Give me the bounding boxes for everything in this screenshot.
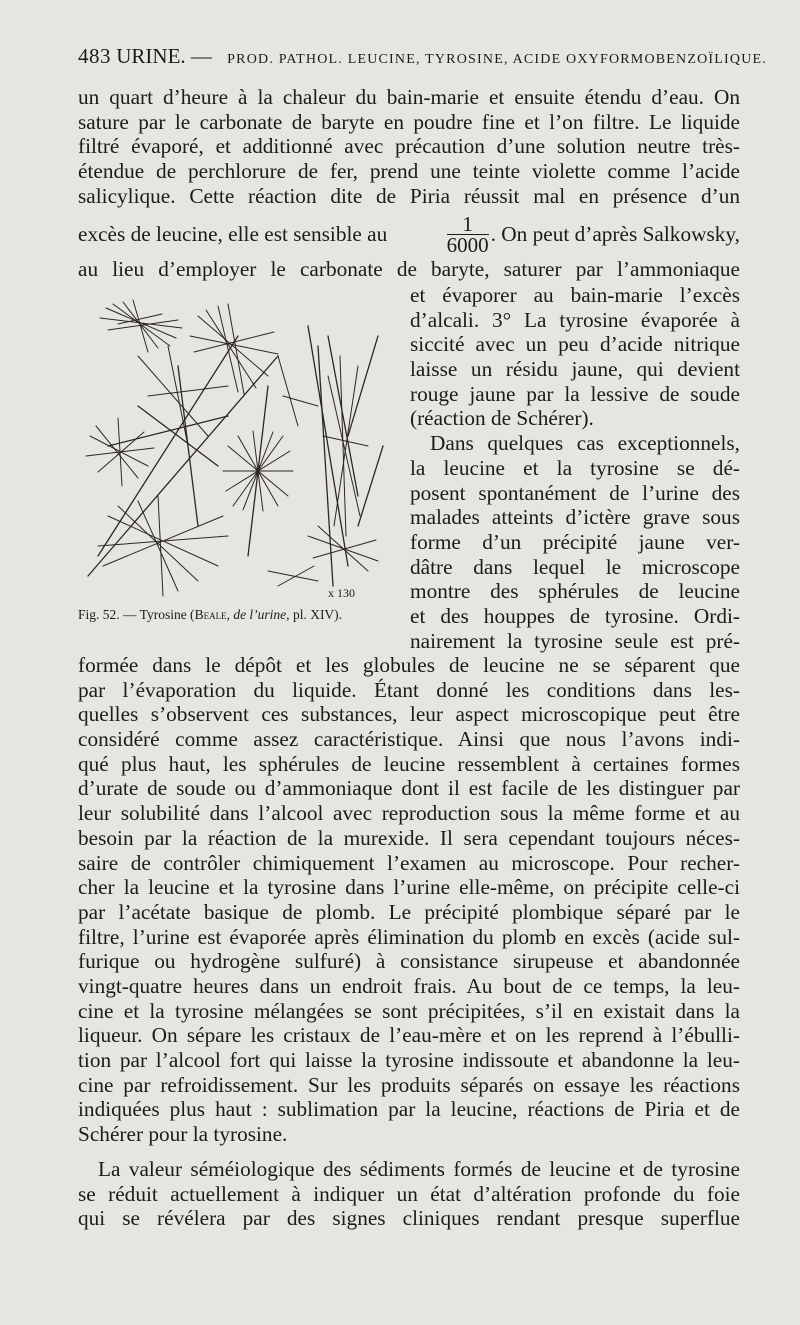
text-line: furique ou hydrogène sulfuré) à consistance sirupeuse et abandonnée — [78, 949, 740, 974]
crystal-sheaf — [323, 356, 368, 536]
text-line: tion par l’alcool fort qui laisse la tyrosine indissoute et abandonne la leu- — [78, 1048, 740, 1072]
text-line: rouge jaune par la lessive de soude — [410, 381, 740, 406]
text-line: au lieu d’employer le carbonate de baryte, saturer par l’ammoniaque — [78, 257, 740, 281]
crystal-starburst — [223, 431, 293, 511]
crystal-sheaf — [86, 418, 154, 486]
text-line: leur solubilité dans l’alcool avec reproduction sous la même forme et au — [78, 801, 740, 826]
text-line: cher la leucine et la tyrosine dans l’urine elle-même, on précipite celle-ci — [78, 875, 740, 900]
tyrosine-crystals-illustration — [78, 296, 400, 602]
text-line: Schérer pour la tyrosine. — [78, 1122, 288, 1147]
text-line: laisse un résidu jaune, qui devient — [410, 357, 740, 382]
text-line: besoin par la réaction de la murexide. Il sera cependant toujours néces- — [78, 825, 740, 850]
text-line: montre des sphérules de leucine — [410, 579, 740, 604]
text-line: liqueur. On sépare les cristaux de l’eau-mère et on les reprend à l’ébulli- — [78, 1023, 740, 1048]
text-line: filtre, l’urine est évaporée après élimination du plomb en excès (acide sul- — [78, 924, 740, 949]
line-after-fraction — [78, 257, 740, 282]
crystal-sheaf — [268, 526, 378, 586]
crystal-sheaf — [100, 300, 182, 352]
text-line: par l’évaporation du liquide. Étant donné les conditions dans les- — [78, 677, 740, 702]
text-line: salicylique. Cette réaction dite de Piria réussit mal en présence d’un — [78, 183, 740, 208]
text-line: saire de contrôler chimiquement l’examen au microscope. Pour recher- — [78, 850, 740, 875]
caption-plate: pl. XIV). — [289, 607, 343, 622]
text-line: d’alcali. 3° La tyrosine évaporée à — [410, 307, 740, 332]
caption-author: Beale — [194, 607, 227, 622]
text-line: par l’acétate basique de plomb. Le précipité plombique séparé par le — [78, 899, 740, 924]
crystal-needles — [138, 346, 318, 446]
text-line: siccité avec un peu d’acide nitrique — [410, 332, 740, 357]
paragraph-2 — [78, 653, 740, 1147]
fraction-line-before: excès de leucine, elle est sensible au — [78, 221, 388, 246]
text-line: indiquées plus haut : sublimation par la leucine, réactions de Piria et de — [78, 1097, 740, 1122]
text-line: et évaporer au bain-marie l’excès — [410, 283, 740, 307]
caption-prefix: Fig. 52. — Tyrosine ( — [78, 607, 195, 622]
running-header — [78, 44, 767, 69]
right-column-text — [410, 283, 740, 653]
text-line: étendue de perchlorure de fer, prend une teinte violette comme l’acide — [78, 159, 740, 184]
text-line: nairement la tyrosine seule est pré- — [410, 628, 740, 653]
text-line: posent spontanément de l’urine des — [410, 480, 740, 505]
fraction-numerator: 1 — [447, 214, 489, 235]
text-line: qué plus haut, les sphérules de leucine ressemblent à certaines formes — [78, 751, 740, 776]
text-line: filtré évaporé, et additionné avec précaution d’une solution neutre très- — [78, 134, 740, 159]
text-line: cine par refroidissement. Sur les produits séparés on essaye les réactions — [78, 1072, 740, 1097]
text-line: la leucine et la tyrosine se dé- — [410, 455, 740, 480]
magnification-label: x 130 — [328, 586, 355, 600]
text-line: dâtre dans lequel le microscope — [410, 554, 740, 579]
text-line: et des houppes de tyrosine. Ordi- — [410, 603, 740, 628]
text-line: malades atteints d’ictère grave sous — [410, 505, 740, 530]
header-dash: — — [190, 44, 212, 68]
fraction-denominator: 6000 — [446, 232, 489, 257]
crystal-sheaf — [98, 496, 228, 596]
text-line: considéré comme assez caractéristique. Ainsi que nous l’avons indi- — [78, 727, 740, 752]
fraction-line-after: . On peut d’après Salkowsky, — [490, 221, 740, 246]
paragraph-3 — [78, 1157, 740, 1231]
text-line: La valeur séméiologique des sédiments formés de leucine et de tyrosine — [98, 1157, 740, 1181]
text-line: qui se révélera par des signes cliniques rendant presque superflue — [78, 1206, 740, 1231]
figure-caption — [78, 607, 408, 623]
text-line: forme d’un précipité jaune ver- — [410, 529, 740, 554]
fraction — [446, 211, 489, 257]
page-number: 483 — [78, 44, 111, 68]
text-line: cine et la tyrosine mélangées se sont précipitées, s’il en existait dans la — [78, 998, 740, 1023]
section-name: URINE. — [116, 44, 186, 68]
text-line: (réaction de Schérer). — [410, 406, 594, 431]
text-line: formée dans le dépôt et les globules de leucine ne se séparent que — [78, 653, 740, 677]
text-line: Dans quelques cas exceptionnels, — [430, 431, 740, 456]
text-line: d’urate de soude ou d’ammoniaque dont il est facile de les distinguer par — [78, 776, 740, 801]
text-line: vingt-quatre heures dans un endroit frais. Au bout de ce temps, la leu- — [78, 973, 740, 998]
fraction-line — [78, 212, 740, 256]
paragraph-1 — [78, 85, 740, 208]
text-line: un quart d’heure à la chaleur du bain-marie et ensuite étendu d’eau. On — [78, 85, 740, 109]
crystal-sheaf — [190, 304, 278, 394]
caption-reference: , de l’urine, — [226, 607, 290, 622]
text-line: quelles s’observent ces substances, leur aspect microscopique peut être — [78, 702, 740, 727]
header-title: PROD. PATHOL. LEUCINE, TYROSINE, ACIDE OXYFORMOBENZOÏLIQUE. — [227, 52, 767, 67]
text-line: sature par le carbonate de baryte en poudre fine et l’on filtre. Le liquide — [78, 109, 740, 134]
text-line: se réduit actuellement à indiquer un état d’altération profonde du foie — [78, 1181, 740, 1206]
